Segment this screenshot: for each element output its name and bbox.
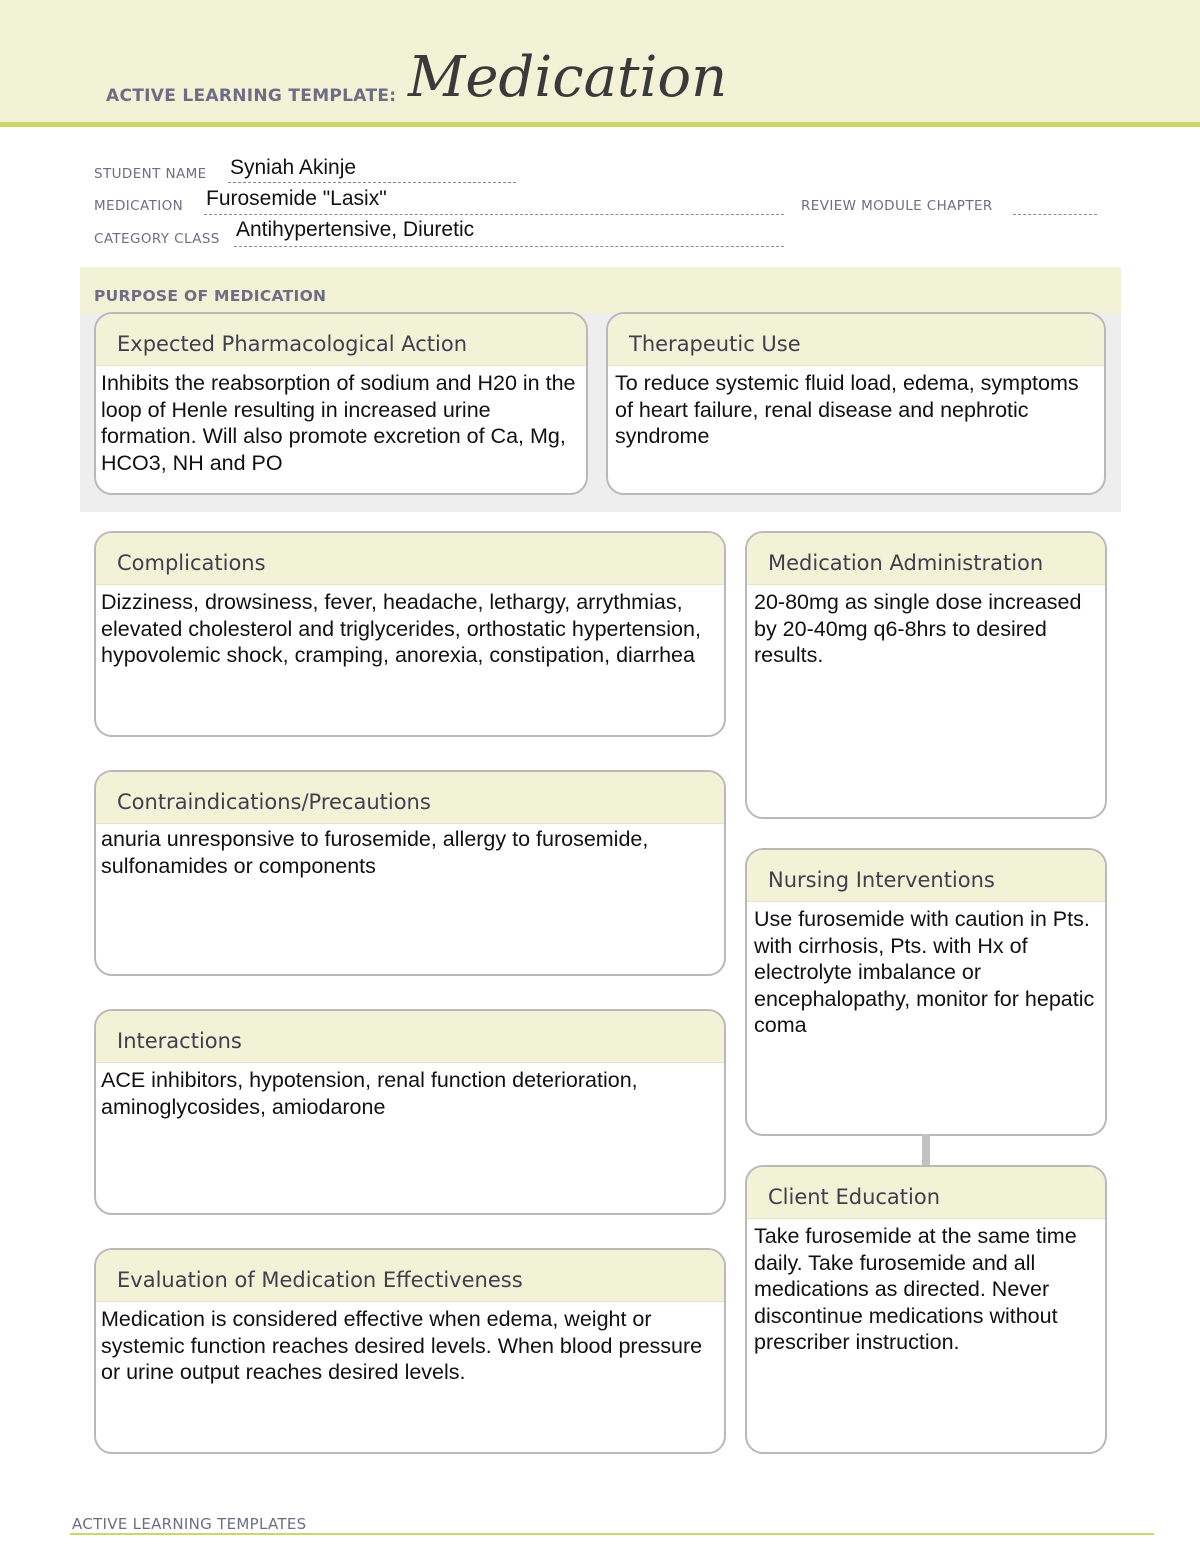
interactions-text[interactable]: ACE inhibitors, hypotension, renal function deterioration, aminoglycosides, amiodarone [101,1068,638,1119]
therapeutic-use-heading: Therapeutic Use [608,314,1104,366]
administration-text[interactable]: 20-80mg as single dose increased by 20-40mg q6-8hrs to desired results. [754,590,1082,667]
category-class-field[interactable] [234,218,784,247]
category-class-label: CATEGORY CLASS [94,231,220,247]
medication-label: MEDICATION [94,198,184,214]
nursing-interventions-card [745,848,1107,1136]
complications-heading: Complications [96,533,724,585]
client-education-text[interactable]: Take furosemide at the same time daily. Take furosemide and all medications as directed. Never discontinue medications without prescriber instruction. [754,1224,1077,1354]
therapeutic-use-card [606,312,1106,495]
card-connector [922,1134,930,1168]
contraindications-text[interactable]: anuria unresponsive to furosemide, allergy to furosemide, sulfonamides or components [101,827,649,878]
contraindications-heading: Contraindications/Precautions [96,772,724,824]
administration-card [745,531,1107,819]
header-divider [0,122,1200,127]
student-name-value: Syniah Akinje [230,156,357,179]
expected-action-heading: Expected Pharmacological Action [96,314,586,366]
student-name-label: STUDENT NAME [94,166,207,182]
client-education-heading: Client Education [747,1167,1105,1219]
medication-value: Furosemide "Lasix" [206,187,387,210]
evaluation-card [94,1248,726,1454]
interactions-heading: Interactions [96,1011,724,1063]
footer-label: ACTIVE LEARNING TEMPLATES [72,1515,307,1533]
template-title: Medication [408,45,728,110]
review-module-label: REVIEW MODULE CHAPTER [801,198,993,214]
footer-divider [70,1533,1154,1535]
nursing-interventions-heading: Nursing Interventions [747,850,1105,902]
review-module-field[interactable] [1013,192,1097,215]
complications-card [94,531,726,737]
complications-text[interactable]: Dizziness, drowsiness, fever, headache, lethargy, arrythmias, elevated cholesterol and triglycerides, orthostatic hypertension, hypovolemic shock, cramping, anorexia, constipation, diarrhea [101,590,701,667]
interactions-card [94,1009,726,1215]
category-class-value: Antihypertensive, Diuretic [236,218,475,241]
student-name-field[interactable] [228,156,516,183]
purpose-title: PURPOSE OF MEDICATION [94,287,327,305]
evaluation-heading: Evaluation of Medication Effectiveness [96,1250,724,1302]
expected-action-card [94,312,588,495]
nursing-interventions-text[interactable]: Use furosemide with caution in Pts. with cirrhosis, Pts. with Hx of electrolyte imbalance or encephalopathy, monitor for hepatic coma [754,907,1095,1037]
therapeutic-use-text[interactable]: To reduce systemic fluid load, edema, symptoms of heart failure, renal disease and nephrotic syndrome [615,371,1079,448]
administration-heading: Medication Administration [747,533,1105,585]
evaluation-text[interactable]: Medication is considered effective when edema, weight or systemic function reaches desired levels. When blood pressure or urine output reaches desired levels. [101,1307,703,1384]
expected-action-text[interactable]: Inhibits the reabsorption of sodium and H20 in the loop of Henle resulting in increased urine formation. Will also promote excretion of Ca, Mg, HCO3, NH and PO [101,371,576,475]
client-education-card [745,1165,1107,1454]
template-label: ACTIVE LEARNING TEMPLATE: [106,86,397,106]
contraindications-card [94,770,726,976]
medication-field[interactable] [204,187,784,215]
